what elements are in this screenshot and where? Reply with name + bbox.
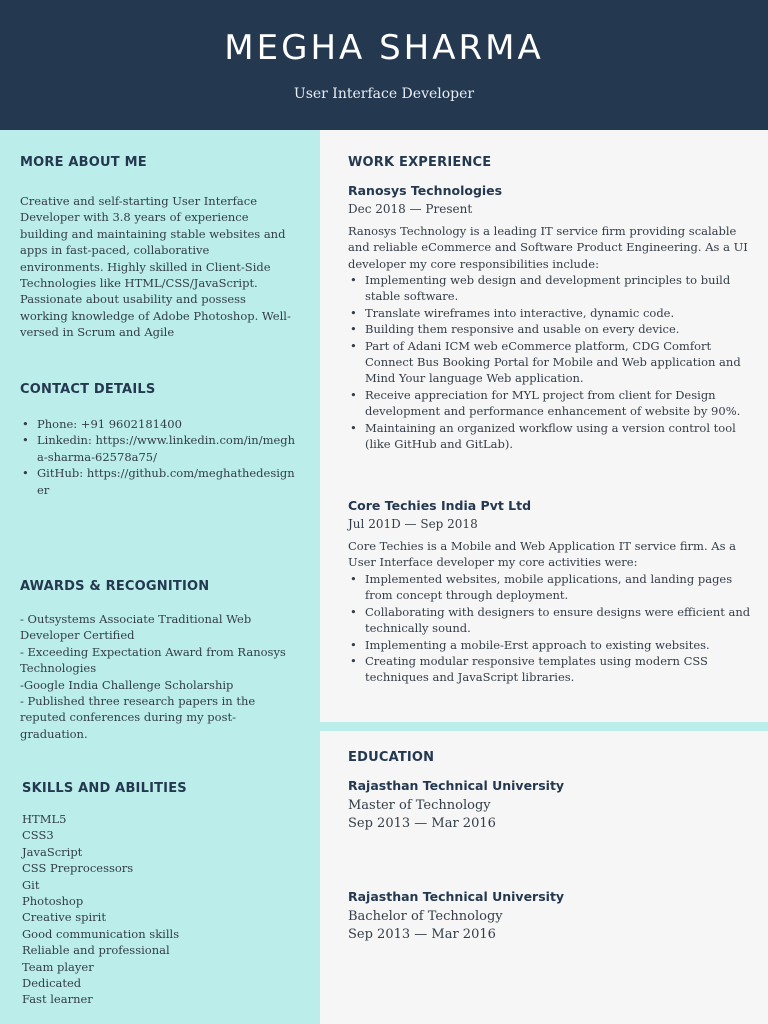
skill-item: Fast learner	[22, 992, 93, 1007]
job-bullet: • Translate wireframes into interactive, dynamic code.	[348, 305, 753, 321]
work-heading: WORK EXPERIENCE	[348, 155, 492, 170]
awards-heading: AWARDS & RECOGNITION	[20, 579, 210, 594]
skill-item: Reliable and professional	[22, 943, 170, 958]
section-divider	[320, 722, 768, 731]
education-panel	[320, 731, 768, 1024]
skill-item: HTML5	[22, 812, 67, 826]
job-bullet: • Creating modular responsive templates using modern CSS techniques and JavaScript libraries.	[348, 653, 753, 686]
skill-item: Team player	[22, 959, 94, 974]
edu-school: Rajasthan Technical University	[348, 889, 565, 904]
job-bullet: • Receive appreciation for MYL project from client for Design development and performance enhancement of website by 90%.	[348, 387, 753, 420]
edu-degree: Master of Technology	[348, 798, 491, 813]
contact-phone: • Phone: +91 9602181400	[20, 416, 300, 432]
about-text: Creative and self-starting User Interface Developer with 3.8 years of experience building and maintaining stable websites and apps in fast-paced, collaborative environments. Highly skilled in Client-Side Technologies like HTML/CSS/JavaScript. Passionate about usability and possess working knowledge of Adobe Photoshop. Well-versed in Scrum and Agile	[20, 194, 291, 340]
job-bullets	[348, 571, 753, 686]
about-heading: MORE ABOUT ME	[20, 155, 147, 170]
job-dates: Dec 2018 — Present	[348, 202, 473, 216]
edu-dates: Sep 2013 — Mar 2016	[348, 927, 496, 942]
job-bullet: • Maintaining an organized workflow using a version control tool (like GitHub and GitLab).	[348, 420, 753, 453]
skills-heading: SKILLS AND ABILITIES	[22, 781, 187, 796]
job-bullet: • Collaborating with designers to ensure designs were efficient and technically sound.	[348, 604, 753, 637]
skill-item: Dedicated	[22, 976, 82, 991]
candidate-name: MEGHA SHARMA	[224, 28, 544, 68]
resume-header	[0, 0, 768, 130]
skill-item: Photoshop	[22, 894, 84, 909]
job-bullet: • Part of Adani ICM web eCommerce platform, CDG Comfort Connect Bus Booking Portal for Mobile and Web application and Mind Your language Web application.	[348, 338, 753, 387]
job-company: Core Techies India Pvt Ltd	[348, 498, 532, 513]
skill-item: Creative spirit	[22, 910, 106, 925]
edu-dates: Sep 2013 — Mar 2016	[348, 816, 496, 831]
skill-item: CSS3	[22, 828, 54, 843]
skill-item: Git	[22, 877, 40, 892]
education-heading: EDUCATION	[348, 750, 435, 765]
job-bullets	[348, 272, 753, 452]
contact-github[interactable]: • GitHub: https://github.com/meghathedesigner	[20, 465, 300, 498]
job-bullet: • Building them responsive and usable on every device.	[348, 321, 753, 337]
job-company: Ranosys Technologies	[348, 183, 503, 198]
skills-list	[22, 811, 292, 1008]
skill-item: JavaScript	[22, 844, 83, 859]
candidate-role: User Interface Developer	[293, 86, 475, 102]
contact-linkedin[interactable]: • Linkedin: https://www.linkedin.com/in/megha-sharma-62578a75/	[20, 432, 300, 465]
edu-school: Rajasthan Technical University	[348, 778, 565, 793]
edu-degree: Bachelor of Technology	[348, 909, 503, 924]
job-dates: Jul 201D — Sep 2018	[348, 517, 478, 531]
job-summary: Core Techies is a Mobile and Web Application IT service firm. As a User Interface developer my core activities were:	[348, 539, 736, 570]
job-bullet: • Implementing web design and development principles to build stable software.	[348, 272, 753, 305]
job-bullet: • Implementing a mobile-Erst approach to existing websites.	[348, 637, 753, 653]
contact-list	[20, 416, 300, 498]
skill-item: Good communication skills	[22, 926, 180, 941]
job-bullet: • Implemented websites, mobile applications, and landing pages from concept through deployment.	[348, 571, 753, 604]
job-summary: Ranosys Technology is a leading IT service firm providing scalable and reliable eCommerce and Software Product Engineering. As a UI developer my core responsibilities include:	[348, 224, 748, 271]
contact-heading: CONTACT DETAILS	[20, 382, 156, 397]
awards-text: - Outsystems Associate Traditional Web Developer Certified - Exceeding Expectation Award from Ranosys Technologies -Google India Challenge Scholarship - Published three research papers in the reputed conferences during my post-graduation.	[20, 612, 286, 741]
skill-item: CSS Preprocessors	[22, 861, 134, 876]
